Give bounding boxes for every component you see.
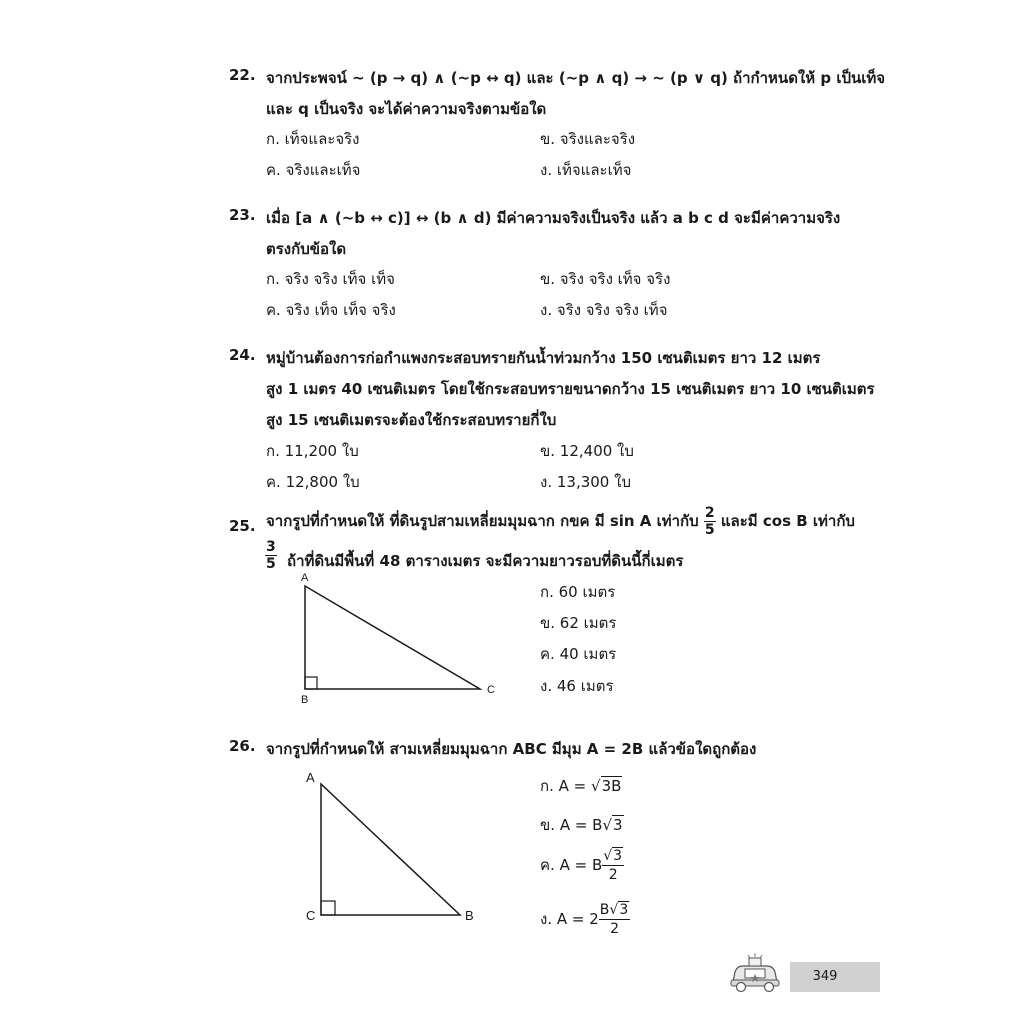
sqrt-radicand: 3B (601, 777, 622, 795)
question-text-line: จากประพจน์ ~ (p → q) ∧ (~p ↔ q) และ (~p ∧ q) → ~ (p ∨ q) ถ้ากำหนดให้ p เป็นเท็จ (266, 69, 886, 87)
question-number: 23. (229, 206, 256, 224)
question-text-line: สูง 15 เซนติเมตรจะต้องใช้กระสอบทรายกี่ใบ (266, 411, 557, 429)
fraction (599, 903, 630, 936)
sqrt-symbol: √ (609, 902, 619, 918)
choice-d[interactable] (540, 903, 630, 936)
choice-lhs: A = B (559, 816, 603, 834)
choice-a[interactable]: ก. 60 เมตร (540, 583, 616, 601)
choice-b[interactable]: ข. 12,400 ใบ (540, 442, 634, 460)
right-triangle-figure (300, 768, 490, 928)
choice-d[interactable]: ง. 46 เมตร (540, 677, 614, 695)
car-icon (727, 952, 783, 994)
question-text-line: ถ้าที่ดินมีพื้นที่ 48 ตารางเมตร จะมีความยาวรอบที่ดินนี้กี่เมตร (287, 552, 684, 570)
choice-prefix: ค. (540, 856, 555, 874)
sqrt-radicand: 3 (613, 848, 623, 864)
right-angle-marker (305, 677, 317, 689)
question-number: 22. (229, 66, 256, 84)
choice-d[interactable]: ง. 13,300 ใบ (540, 473, 631, 491)
question-text-line: สูง 1 เมตร 40 เซนติเมตร โดยใช้กระสอบทรายขนาดกว้าง 15 เซนติเมตร ยาว 10 เซนติเมตร (266, 380, 875, 398)
sqrt-radicand: 3 (613, 816, 623, 834)
fraction-numerator (602, 849, 624, 866)
fraction-denominator: 2 (608, 867, 618, 883)
fraction-denominator: 5 (704, 522, 715, 538)
fraction-numerator-prefix: B (599, 902, 610, 918)
choice-d[interactable]: ง. จริง จริง จริง เท็จ (540, 301, 668, 319)
choice-d[interactable]: ง. เท็จและเท็จ (540, 161, 632, 179)
question-text-line: จากรูปที่กำหนดให้ สามเหลี่ยมมุมฉาก ABC มีมุม A = 2B แล้วข้อใดถูกต้อง (266, 740, 757, 758)
choice-lhs: A = B (559, 856, 603, 874)
question-text-line (266, 506, 855, 537)
choice-lhs: A = (558, 777, 592, 795)
question-text-line: ตรงกับข้อใด (266, 240, 347, 258)
choice-prefix: ข. (540, 816, 556, 834)
question-text-line: และ q เป็นจริง จะได้ค่าความจริงตามข้อใด (266, 100, 547, 118)
fraction-sin-a (704, 506, 716, 537)
fraction-cos-b (265, 540, 277, 571)
choice-a[interactable]: ก. จริง จริง เท็จ เท็จ (266, 270, 395, 288)
sqrt-symbol: √ (603, 848, 613, 864)
question-number: 25. (229, 517, 256, 535)
fraction-denominator: 2 (610, 921, 619, 937)
question-text-line: หมู่บ้านต้องการก่อกำแพงกระสอบทรายกันน้ำท่วมกว้าง 150 เซนติเมตร ยาว 12 เมตร (266, 349, 821, 367)
question-text-line: เมื่อ [a ∧ (~b ↔ c)] ↔ (b ∧ d) มีค่าความจริงเป็นจริง แล้ว a b c d จะมีค่าความจริง (266, 209, 841, 227)
choice-c[interactable] (540, 849, 624, 882)
sqrt-radicand: 3 (619, 902, 629, 918)
vertex-label-a: A (301, 572, 309, 584)
sqrt-symbol: √ (591, 777, 601, 795)
triangle-shape (321, 784, 460, 915)
choice-b[interactable] (540, 813, 624, 837)
choice-b[interactable]: ข. 62 เมตร (540, 614, 617, 632)
question-text-segment: จากรูปที่กำหนดให้ ที่ดินรูปสามเหลี่ยมมุมฉาก กขค มี sin A เท่ากับ (266, 512, 699, 530)
right-angle-marker (321, 901, 335, 915)
choice-c[interactable]: ค. จริง เท็จ เท็จ จริง (266, 301, 396, 319)
question-text-segment: และมี cos B เท่ากับ (720, 512, 855, 530)
choice-c[interactable]: ค. จริงและเท็จ (266, 161, 361, 179)
sqrt-symbol: √ (602, 816, 613, 834)
choice-a[interactable] (540, 774, 622, 798)
choice-prefix: ง. (540, 910, 553, 928)
fraction-numerator: 2 (704, 505, 715, 521)
choice-c[interactable]: ค. 12,800 ใบ (266, 473, 360, 491)
choice-a[interactable]: ก. 11,200 ใบ (266, 442, 359, 460)
right-triangle-figure (295, 570, 505, 710)
choice-a[interactable]: ก. เท็จและจริง (266, 130, 360, 148)
question-number: 24. (229, 346, 256, 364)
vertex-label-b: B (465, 908, 474, 923)
question-number: 26. (229, 737, 256, 755)
fraction (602, 849, 624, 882)
choice-b[interactable]: ข. จริง จริง เท็จ จริง (540, 270, 671, 288)
fraction-numerator (599, 903, 630, 920)
triangle-shape (305, 586, 480, 689)
vertex-label-c: C (306, 908, 316, 923)
choice-c[interactable]: ค. 40 เมตร (540, 645, 617, 663)
choice-prefix: ก. (540, 777, 554, 795)
vertex-label-a: A (306, 770, 315, 785)
fraction-numerator: 3 (266, 539, 276, 555)
page-number: 349 (812, 969, 838, 984)
choice-b[interactable]: ข. จริงและจริง (540, 130, 636, 148)
vertex-label-b: B (301, 694, 309, 706)
vertex-label-c: C (487, 684, 495, 696)
choice-lhs: A = 2 (556, 910, 599, 928)
page-number-bar (790, 962, 880, 992)
fraction-denominator: 5 (266, 556, 276, 572)
